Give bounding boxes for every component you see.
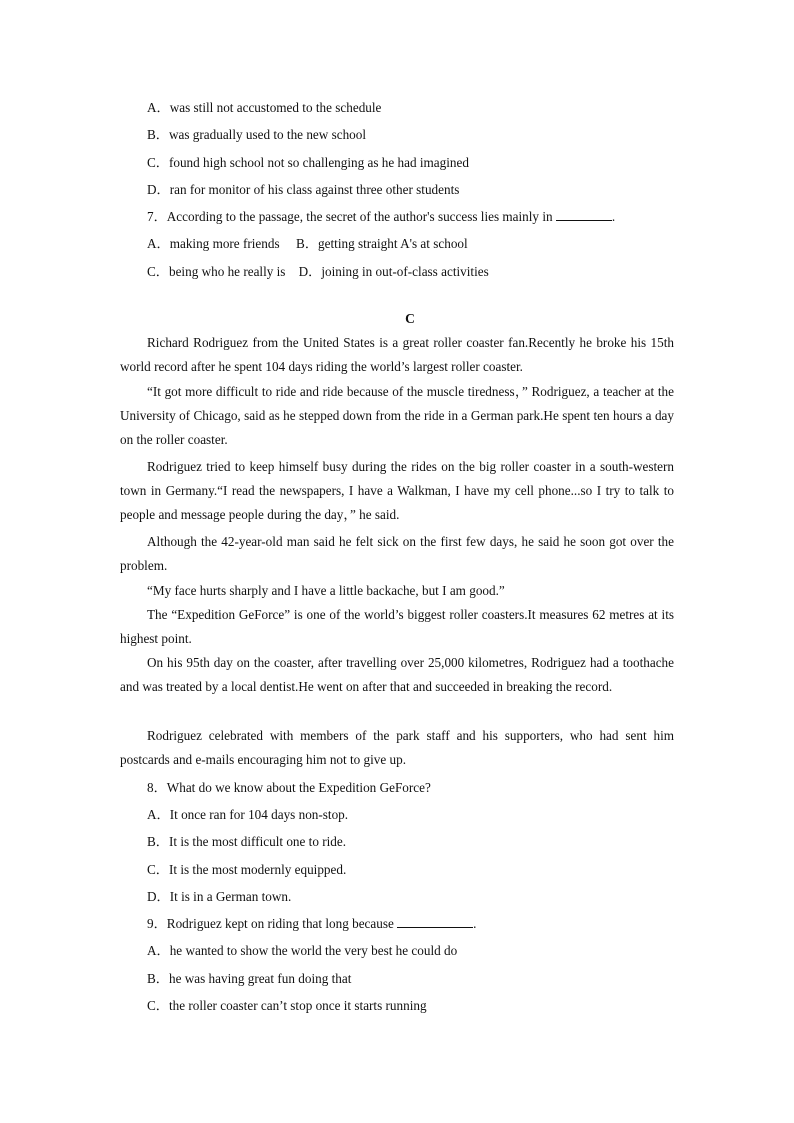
q8-option-c: C．It is the most modernly equipped. [147, 862, 347, 877]
q8-option-b: B．It is the most difficult one to ride. [147, 834, 347, 849]
q7-stem-end: . [611, 209, 616, 224]
passage-paragraph-2: “It got more difficult to ride and ride because of the muscle tiredness，” Rodriguez, a teacher at the University of Chicago, said as he stepped down from the ride in a German park.He spent ten hours a day on the roller coaster. [120, 384, 674, 448]
q9-stem-text: 9．Rodriguez kept on riding that long because [147, 916, 398, 931]
passage-paragraph-5: “My face hurts sharply and I have a little backache, but I am good.” [147, 583, 505, 598]
q9-option-b: B．he was having great fun doing that [147, 971, 352, 986]
q7-answer-blank [556, 209, 612, 221]
passage-paragraph-4: Although the 42-year-old man said he felt sick on the first few days, he said he soon got over the problem. [120, 534, 674, 574]
passage-paragraph-1: Richard Rodriguez from the United States is a great roller coaster fan.Recently he broke his 15th world record after he spent 104 days riding the world’s largest roller coaster. [120, 335, 674, 375]
q9-option-c: C．the roller coaster can’t stop once it starts running [147, 998, 427, 1013]
q9-stem [147, 913, 476, 932]
q7-options-row-2: C．being who he really is D．joining in out-of-class activities [147, 264, 489, 279]
q6-option-b: B．was gradually used to the new school [147, 127, 367, 142]
q8-option-a: A．It once ran for 104 days non-stop. [147, 807, 349, 822]
q6-option-a: A．was still not accustomed to the schedule [147, 100, 382, 115]
q6-option-d: D．ran for monitor of his class against three other students [147, 182, 460, 197]
q9-stem-end: . [473, 916, 477, 931]
passage-paragraph-8: Rodriguez celebrated with members of the park staff and his supporters, who had sent him postcards and e-mails encouraging him not to give up. [120, 728, 674, 768]
q8-option-d: D．It is in a German town. [147, 889, 292, 904]
q7-options-row-1: A．making more friends B．getting straight A's at school [147, 236, 468, 251]
passage-paragraph-7: On his 95th day on the coaster, after travelling over 25,000 kilometres, Rodriguez had a toothache and was treated by a local dentist.He went on after that and succeeded in breaking the record. [120, 655, 674, 695]
passage-paragraph-6: The “Expedition GeForce” is one of the world’s biggest roller coasters.It measures 62 metres at its highest point. [120, 607, 674, 647]
q9-answer-blank [397, 916, 473, 928]
section-title: C [405, 311, 415, 326]
q7-stem-text: 7．According to the passage, the secret of the author's success lies mainly in [147, 209, 556, 224]
q8-stem: 8．What do we know about the Expedition GeForce? [147, 780, 431, 795]
q7-stem [147, 206, 615, 225]
q9-option-a: A．he wanted to show the world the very best he could do [147, 943, 458, 958]
q6-option-c: C．found high school not so challenging as he had imagined [147, 155, 469, 170]
passage-paragraph-3: Rodriguez tried to keep himself busy during the rides on the big roller coaster in a south-western town in Germany.“I read the newspapers, I have a Walkman, I have my cell phone...so I try to talk to people and message people during the day，” he said. [120, 459, 674, 523]
